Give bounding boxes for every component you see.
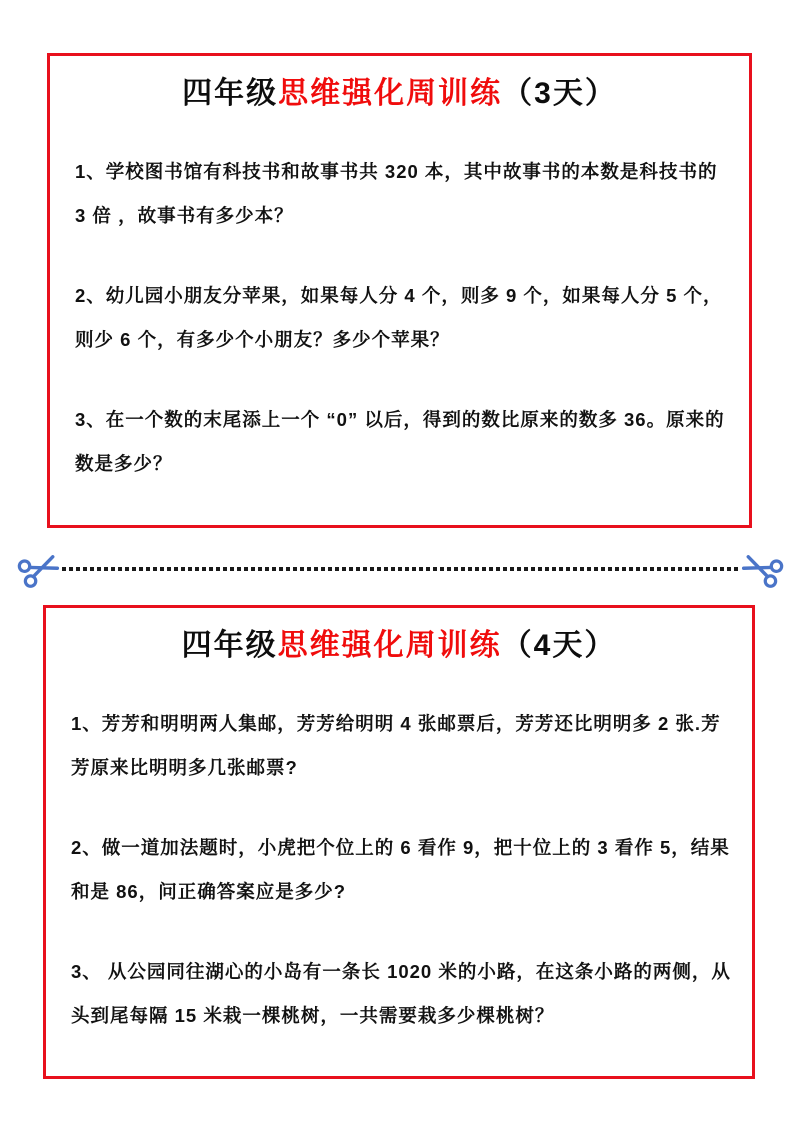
question-text-3: 3、在一个数的末尾添上一个 “0” 以后，得到的数比原来的数多 36。原来的数是多少？: [75, 409, 725, 474]
question-text-1: 1、芳芳和明明两人集邮，芳芳给明明 4 张邮票后，芳芳还比明明多 2 张.芳芳原来比明明多几张邮票?: [71, 713, 721, 778]
question-text-2: 2、幼儿园小朋友分苹果，如果每人分 4 个，则多 9 个，如果每人分 5 个，则少 6 个，有多少个小朋友？多少个苹果？: [75, 285, 723, 350]
question-list: [50, 150, 749, 486]
cut-line-divider: [0, 545, 793, 593]
section-title: [50, 72, 749, 116]
scissors-icon: [12, 544, 65, 595]
scissors-icon: [735, 544, 788, 595]
title-grade: 四年级: [181, 629, 278, 662]
title-highlight: 思维强化周训练: [278, 77, 503, 110]
question-text-1: 1、学校图书馆有科技书和故事书共 320 本，其中故事书的本数是科技书的 3 倍 ，故事书有多少本？: [75, 161, 718, 226]
section-title: [46, 624, 752, 668]
worksheet-section-day3: [47, 53, 752, 528]
title-day-count: （4天）: [501, 629, 617, 662]
question-text-3: 3、 从公园同往湖心的小岛有一条长 1020 米的小路，在这条小路的两侧，从头到尾每隔 15 米栽一棵桃树，一共需要栽多少棵桃树？: [71, 961, 731, 1026]
title-highlight: 思维强化周训练: [277, 629, 502, 662]
question-text-2: 2、做一道加法题时，小虎把个位上的 6 看作 9，把十位上的 3 看作 5，结果和是 86，问正确答案应是多少?: [71, 837, 730, 902]
title-day-count: （3天）: [502, 77, 617, 110]
question-list: [46, 702, 752, 1038]
worksheet-section-day4: [43, 605, 755, 1079]
title-grade: 四年级: [182, 77, 279, 110]
dotted-cut-line: [62, 567, 739, 571]
